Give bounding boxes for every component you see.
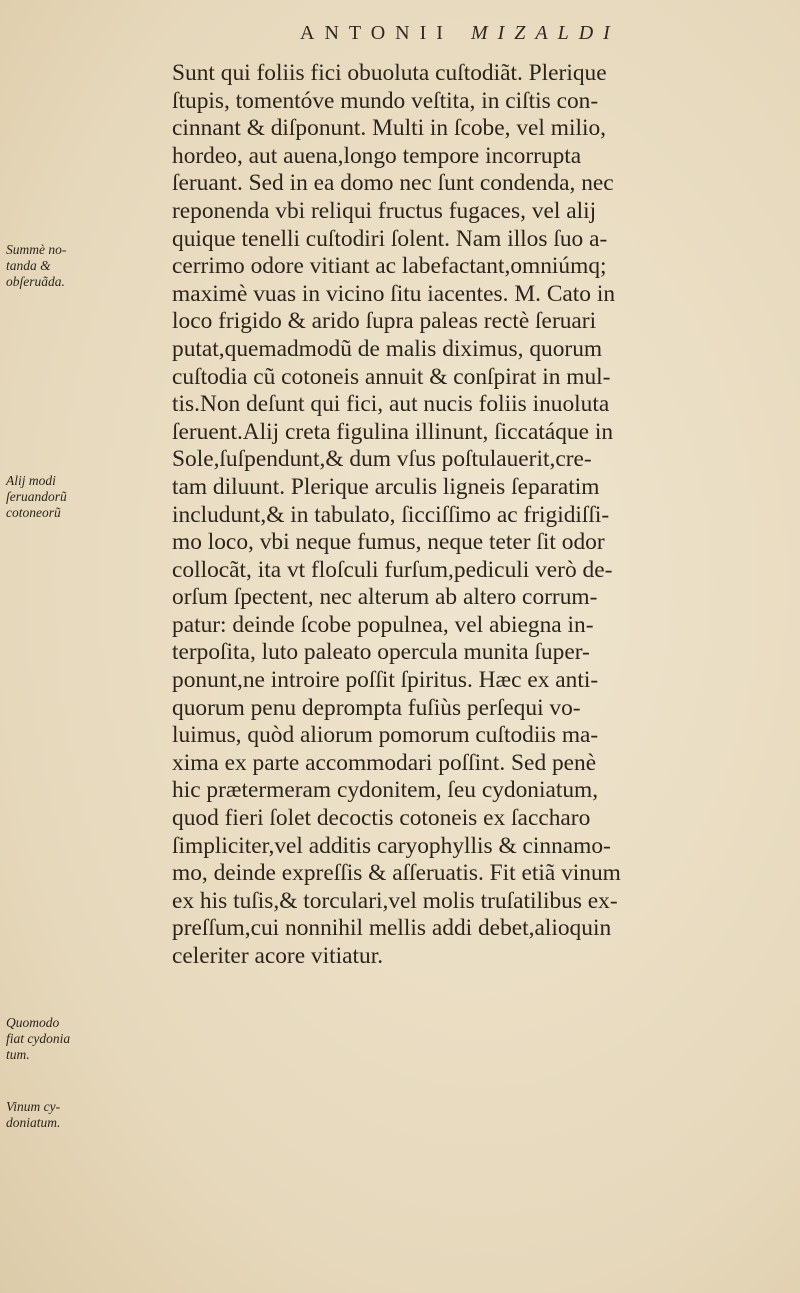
text-line: quod fieri ſolet decoctis cotoneis ex ſaccharo — [172, 805, 591, 832]
margin-note-line: tum. — [6, 1047, 30, 1062]
text-line: reponenda vbi reliqui fructus fugaces, vel alij — [172, 197, 597, 224]
text-line: collocãt, ita vt floſculi furſum,pediculi verò de- — [172, 556, 613, 583]
running-header — [300, 22, 720, 45]
text-line: tam diluunt. Plerique arculis ligneis ſeparatim — [172, 473, 600, 500]
text-line: ſimpliciter,vel additis caryophyllis & cinnamo- — [172, 832, 611, 859]
header-author: ANTONII — [300, 22, 453, 44]
margin-note-3 — [6, 1015, 176, 1063]
text-line: tis.Non deſunt qui fici, aut nucis foliis inuoluta — [172, 391, 610, 418]
text-line: ex his tuſis,& torculari,vel molis truſatilibus ex- — [172, 887, 618, 914]
margin-note-line: tanda & — [6, 258, 51, 273]
margin-note-line: cotoneorũ — [6, 505, 61, 520]
margin-note-line: ſeruandorũ — [6, 489, 67, 504]
text-line: cerrimo odore vitiant ac labefactant,omniúmq; — [172, 253, 607, 280]
text-line: xima ex parte accommodari poſſint. Sed penè — [172, 749, 597, 776]
text-line: cuſtodia cũ cotoneis annuit & conſpirat in mul- — [172, 363, 611, 390]
text-line: hic prætermeram cydonitem, ſeu cydoniatum, — [172, 777, 599, 804]
margin-note-line: fiat cydonia — [6, 1031, 71, 1046]
text-line: quorum penu deprompta fuſiùs perſequi vo- — [172, 694, 581, 721]
text-line: includunt,& in tabulato, ſicciſſimo ac frigidiſſi- — [172, 501, 610, 528]
text-line: patur: deinde ſcobe populnea, vel abiegna in- — [172, 611, 594, 638]
text-line: ſeruant. Sed in ea domo nec ſunt condenda, nec — [172, 170, 614, 197]
text-line: Sole,ſuſpendunt,& dum vſus poſtulauerit,cre- — [172, 446, 592, 473]
margin-note-line: Quomodo — [6, 1015, 60, 1030]
text-line: orſum ſpectent, nec alterum ab altero corrum- — [172, 584, 598, 611]
margin-note-2 — [6, 473, 176, 521]
text-line: cinnant & diſponunt. Multi in ſcobe, vel milio, — [172, 115, 606, 142]
text-line: quique tenelli cuſtodiri ſolent. Nam illos ſuo a- — [172, 225, 608, 252]
margin-note-1 — [6, 242, 176, 290]
text-line: preſſum,cui nonnihil mellis addi debet,alioquin — [172, 915, 612, 942]
margin-note-line: obſeruãda. — [6, 274, 65, 289]
text-line: putat,quemadmodũ de malis diximus, quorum — [172, 335, 603, 362]
text-line: ſtupis, tomentóve mundo veſtita, in ciſtis con- — [172, 87, 599, 114]
text-line: terpoſita, luto paleato opercula munita ſuper- — [172, 639, 590, 666]
text-line: maximè vuas in vicino ſitu iacentes. M. Cato in — [172, 280, 616, 307]
margin-note-line: Summè no- — [6, 242, 67, 257]
margin-note-line: Vinum cy- — [6, 1099, 61, 1114]
margin-note-line: doniatum. — [6, 1115, 61, 1130]
text-line: celeriter acore vitiatur. — [172, 943, 384, 969]
header-surname: MIZALDI — [470, 22, 620, 44]
text-line: ponunt,ne introire poſſit ſpiritus. Hæc ex anti- — [172, 667, 599, 694]
text-line: loco frigido & arido ſupra paleas rectè ſeruari — [172, 308, 597, 335]
margin-note-4 — [6, 1099, 176, 1131]
text-line: luimus, quòd aliorum pomorum cuſtodiis ma- — [172, 722, 599, 749]
text-line: ſeruent.Alij creta figulina illinunt, ſiccatáque in — [172, 418, 614, 445]
text-line: hordeo, aut auena,longo tempore incorrupta — [172, 142, 582, 169]
body-text — [172, 60, 772, 971]
text-line: mo loco, vbi neque fumus, neque teter ſit odor — [172, 529, 605, 556]
text-line: Sunt qui foliis fici obuoluta cuſtodiãt. Plerique — [172, 60, 607, 86]
margin-note-line: Alij modi — [6, 473, 56, 488]
text-line: mo, deinde expreſſis & aſſeruatis. Fit etiã vinum — [172, 860, 621, 887]
